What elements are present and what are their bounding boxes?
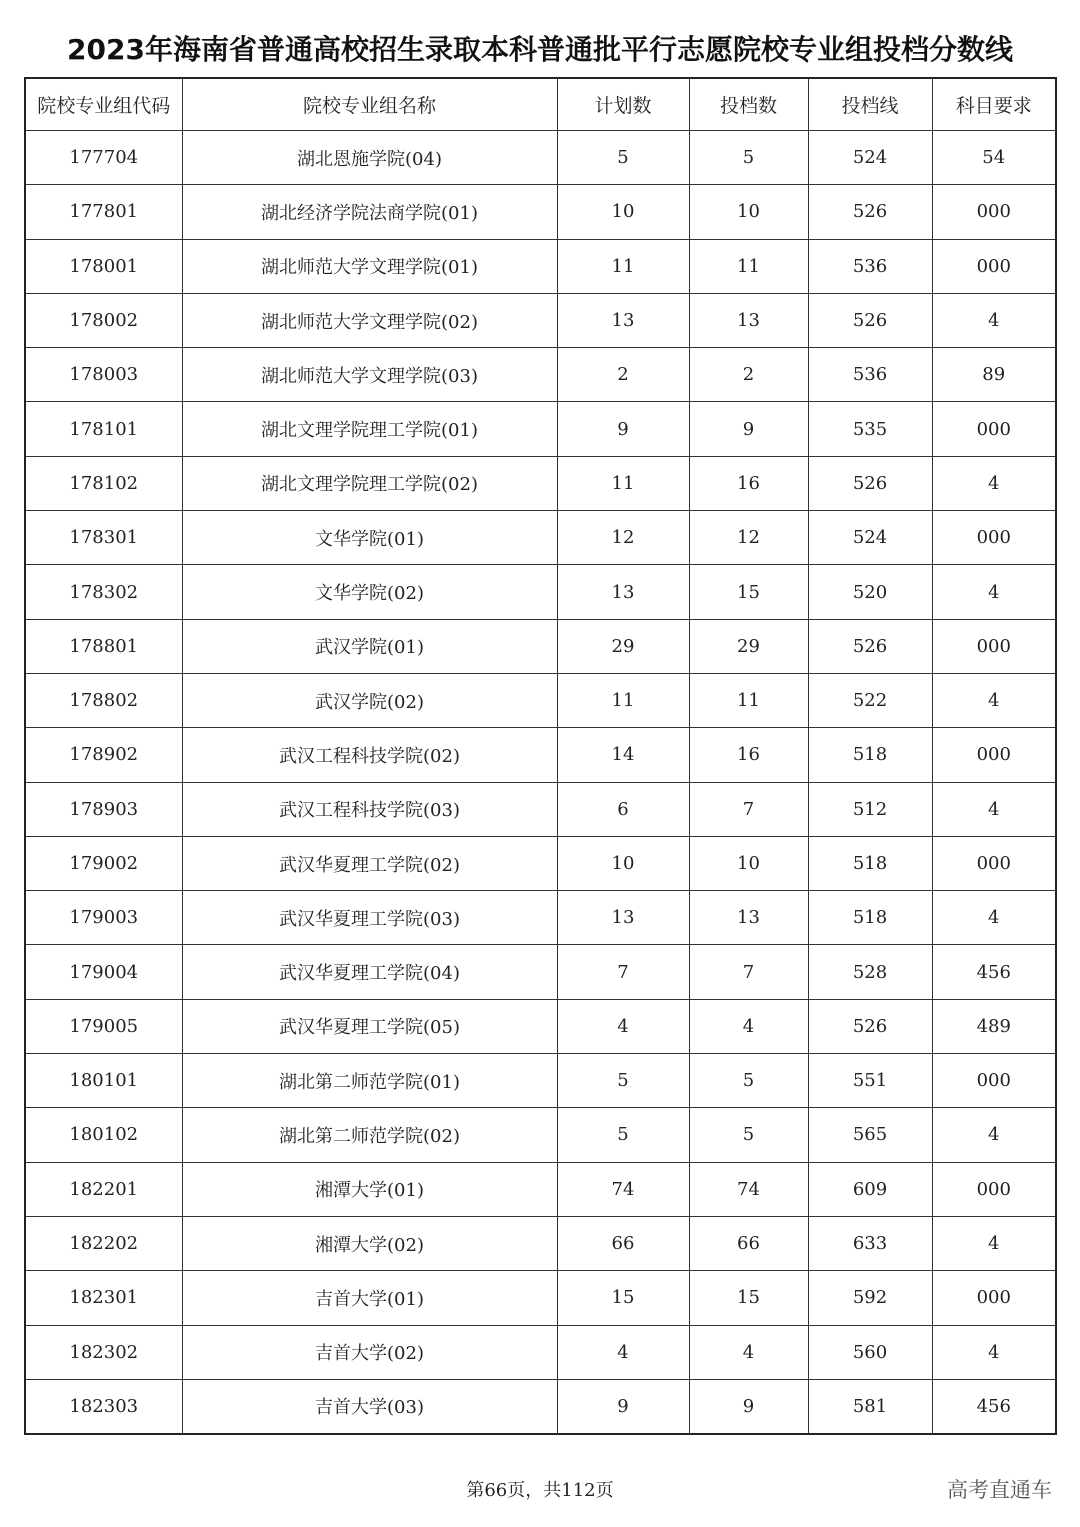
cell-subject-req: 4: [932, 1108, 1056, 1162]
cell-subject-req: 000: [932, 1054, 1056, 1108]
table-row: [25, 1379, 1056, 1434]
cell-plan-count: 14: [557, 728, 689, 782]
cell-admit-count: 9: [689, 402, 808, 456]
table-row: [25, 1162, 1056, 1216]
cell-plan-count: 4: [557, 1325, 689, 1379]
table-row: [25, 1054, 1056, 1108]
header-admit-count: 投档数: [689, 78, 808, 131]
cell-group-name: 武汉华夏理工学院(04): [182, 945, 557, 999]
cell-admit-count: 16: [689, 456, 808, 510]
cell-subject-req: 000: [932, 836, 1056, 890]
cell-score-line: 524: [808, 131, 932, 185]
cell-subject-req: 000: [932, 239, 1056, 293]
cell-group-code: 177704: [25, 131, 182, 185]
cell-group-name: 武汉工程科技学院(03): [182, 782, 557, 836]
cell-subject-req: 4: [932, 565, 1056, 619]
cell-score-line: 518: [808, 891, 932, 945]
cell-admit-count: 5: [689, 1108, 808, 1162]
table-row: [25, 1271, 1056, 1325]
cell-subject-req: 4: [932, 1216, 1056, 1270]
cell-group-name: 湖北文理学院理工学院(02): [182, 456, 557, 510]
cell-subject-req: 000: [932, 1162, 1056, 1216]
header-group-name: 院校专业组名称: [182, 78, 557, 131]
cell-group-code: 178802: [25, 673, 182, 727]
cell-admit-count: 66: [689, 1216, 808, 1270]
cell-score-line: 522: [808, 673, 932, 727]
cell-score-line: 581: [808, 1379, 932, 1434]
cell-group-code: 178801: [25, 619, 182, 673]
cell-admit-count: 13: [689, 293, 808, 347]
table-row: [25, 511, 1056, 565]
cell-plan-count: 15: [557, 1271, 689, 1325]
cell-plan-count: 11: [557, 456, 689, 510]
score-table: [24, 77, 1057, 1435]
cell-group-code: 179004: [25, 945, 182, 999]
cell-admit-count: 74: [689, 1162, 808, 1216]
cell-group-code: 178902: [25, 728, 182, 782]
cell-plan-count: 66: [557, 1216, 689, 1270]
cell-group-name: 湖北师范大学文理学院(02): [182, 293, 557, 347]
cell-admit-count: 11: [689, 673, 808, 727]
cell-score-line: 592: [808, 1271, 932, 1325]
cell-subject-req: 000: [932, 728, 1056, 782]
cell-group-code: 182302: [25, 1325, 182, 1379]
cell-admit-count: 2: [689, 348, 808, 402]
table-row: [25, 619, 1056, 673]
table-row: [25, 891, 1056, 945]
cell-subject-req: 4: [932, 456, 1056, 510]
cell-group-code: 178903: [25, 782, 182, 836]
cell-admit-count: 15: [689, 1271, 808, 1325]
cell-group-code: 178102: [25, 456, 182, 510]
table-row: [25, 728, 1056, 782]
cell-group-name: 武汉华夏理工学院(05): [182, 999, 557, 1053]
cell-admit-count: 16: [689, 728, 808, 782]
cell-admit-count: 4: [689, 1325, 808, 1379]
cell-score-line: 526: [808, 999, 932, 1053]
cell-plan-count: 11: [557, 239, 689, 293]
cell-subject-req: 89: [932, 348, 1056, 402]
cell-admit-count: 10: [689, 185, 808, 239]
cell-subject-req: 54: [932, 131, 1056, 185]
table-row: [25, 293, 1056, 347]
cell-admit-count: 4: [689, 999, 808, 1053]
cell-admit-count: 5: [689, 131, 808, 185]
cell-plan-count: 13: [557, 565, 689, 619]
table-row: [25, 1325, 1056, 1379]
cell-score-line: 535: [808, 402, 932, 456]
cell-subject-req: 456: [932, 945, 1056, 999]
cell-admit-count: 7: [689, 945, 808, 999]
cell-plan-count: 2: [557, 348, 689, 402]
table-row: [25, 1216, 1056, 1270]
cell-plan-count: 7: [557, 945, 689, 999]
cell-group-code: 180102: [25, 1108, 182, 1162]
cell-admit-count: 9: [689, 1379, 808, 1434]
cell-group-code: 182202: [25, 1216, 182, 1270]
cell-subject-req: 4: [932, 891, 1056, 945]
cell-group-name: 武汉华夏理工学院(03): [182, 891, 557, 945]
cell-group-code: 178101: [25, 402, 182, 456]
header-subject-req: 科目要求: [932, 78, 1056, 131]
table-row: [25, 402, 1056, 456]
cell-group-code: 182201: [25, 1162, 182, 1216]
cell-score-line: 560: [808, 1325, 932, 1379]
cell-plan-count: 9: [557, 402, 689, 456]
table-row: [25, 999, 1056, 1053]
cell-admit-count: 5: [689, 1054, 808, 1108]
cell-subject-req: 4: [932, 673, 1056, 727]
cell-plan-count: 74: [557, 1162, 689, 1216]
cell-score-line: 565: [808, 1108, 932, 1162]
page-title: 2023年海南省普通高校招生录取本科普通批平行志愿院校专业组投档分数线: [67, 33, 1013, 66]
cell-plan-count: 6: [557, 782, 689, 836]
cell-score-line: 633: [808, 1216, 932, 1270]
cell-score-line: 526: [808, 456, 932, 510]
cell-group-code: 179005: [25, 999, 182, 1053]
cell-group-name: 武汉学院(02): [182, 673, 557, 727]
cell-group-code: 179003: [25, 891, 182, 945]
cell-group-code: 180101: [25, 1054, 182, 1108]
cell-score-line: 518: [808, 836, 932, 890]
cell-subject-req: 489: [932, 999, 1056, 1053]
cell-admit-count: 10: [689, 836, 808, 890]
header-score-line: 投档线: [808, 78, 932, 131]
cell-score-line: 528: [808, 945, 932, 999]
cell-group-name: 文华学院(02): [182, 565, 557, 619]
cell-group-name: 湖北文理学院理工学院(01): [182, 402, 557, 456]
page-number: 第66页，共112页: [466, 1480, 614, 1501]
header-group-code: 院校专业组代码: [25, 78, 182, 131]
cell-group-name: 湘潭大学(01): [182, 1162, 557, 1216]
cell-admit-count: 11: [689, 239, 808, 293]
cell-group-code: 178001: [25, 239, 182, 293]
cell-plan-count: 12: [557, 511, 689, 565]
cell-score-line: 609: [808, 1162, 932, 1216]
cell-admit-count: 29: [689, 619, 808, 673]
cell-plan-count: 5: [557, 1054, 689, 1108]
cell-score-line: 536: [808, 239, 932, 293]
table-row: [25, 673, 1056, 727]
cell-group-name: 湘潭大学(02): [182, 1216, 557, 1270]
cell-plan-count: 5: [557, 1108, 689, 1162]
cell-admit-count: 7: [689, 782, 808, 836]
cell-plan-count: 13: [557, 293, 689, 347]
cell-group-code: 177801: [25, 185, 182, 239]
cell-group-code: 182303: [25, 1379, 182, 1434]
cell-admit-count: 15: [689, 565, 808, 619]
cell-score-line: 526: [808, 185, 932, 239]
cell-group-code: 178003: [25, 348, 182, 402]
cell-score-line: 551: [808, 1054, 932, 1108]
header-plan-count: 计划数: [557, 78, 689, 131]
cell-score-line: 512: [808, 782, 932, 836]
cell-group-code: 178002: [25, 293, 182, 347]
cell-group-name: 湖北恩施学院(04): [182, 131, 557, 185]
cell-plan-count: 10: [557, 836, 689, 890]
table-row: [25, 782, 1056, 836]
cell-subject-req: 456: [932, 1379, 1056, 1434]
cell-plan-count: 11: [557, 673, 689, 727]
cell-group-code: 178301: [25, 511, 182, 565]
table-row: [25, 565, 1056, 619]
table-row: [25, 456, 1056, 510]
cell-group-name: 武汉工程科技学院(02): [182, 728, 557, 782]
table-row: [25, 836, 1056, 890]
cell-plan-count: 9: [557, 1379, 689, 1434]
cell-group-name: 吉首大学(02): [182, 1325, 557, 1379]
cell-subject-req: 000: [932, 1271, 1056, 1325]
cell-subject-req: 000: [932, 185, 1056, 239]
cell-group-name: 吉首大学(01): [182, 1271, 557, 1325]
cell-group-name: 武汉学院(01): [182, 619, 557, 673]
cell-subject-req: 000: [932, 619, 1056, 673]
cell-score-line: 524: [808, 511, 932, 565]
table-row: [25, 1108, 1056, 1162]
cell-subject-req: 000: [932, 402, 1056, 456]
table-row: [25, 945, 1056, 999]
cell-plan-count: 10: [557, 185, 689, 239]
cell-plan-count: 4: [557, 999, 689, 1053]
cell-subject-req: 000: [932, 511, 1056, 565]
cell-score-line: 520: [808, 565, 932, 619]
cell-group-name: 文华学院(01): [182, 511, 557, 565]
cell-group-name: 吉首大学(03): [182, 1379, 557, 1434]
table-row: [25, 239, 1056, 293]
cell-group-name: 湖北经济学院法商学院(01): [182, 185, 557, 239]
table-row: [25, 348, 1056, 402]
cell-plan-count: 13: [557, 891, 689, 945]
cell-subject-req: 4: [932, 1325, 1056, 1379]
cell-plan-count: 29: [557, 619, 689, 673]
cell-score-line: 536: [808, 348, 932, 402]
cell-score-line: 518: [808, 728, 932, 782]
cell-subject-req: 4: [932, 782, 1056, 836]
cell-plan-count: 5: [557, 131, 689, 185]
table-row: [25, 131, 1056, 185]
watermark-text: 高考直通车: [947, 1478, 1052, 1502]
cell-group-code: 182301: [25, 1271, 182, 1325]
cell-group-name: 武汉华夏理工学院(02): [182, 836, 557, 890]
cell-group-name: 湖北师范大学文理学院(01): [182, 239, 557, 293]
cell-group-name: 湖北第二师范学院(02): [182, 1108, 557, 1162]
table-row: [25, 185, 1056, 239]
cell-subject-req: 4: [932, 293, 1056, 347]
cell-score-line: 526: [808, 619, 932, 673]
cell-group-code: 179002: [25, 836, 182, 890]
cell-admit-count: 12: [689, 511, 808, 565]
cell-group-code: 178302: [25, 565, 182, 619]
cell-group-name: 湖北第二师范学院(01): [182, 1054, 557, 1108]
cell-admit-count: 13: [689, 891, 808, 945]
header-row: [25, 78, 1056, 131]
cell-group-name: 湖北师范大学文理学院(03): [182, 348, 557, 402]
cell-score-line: 526: [808, 293, 932, 347]
